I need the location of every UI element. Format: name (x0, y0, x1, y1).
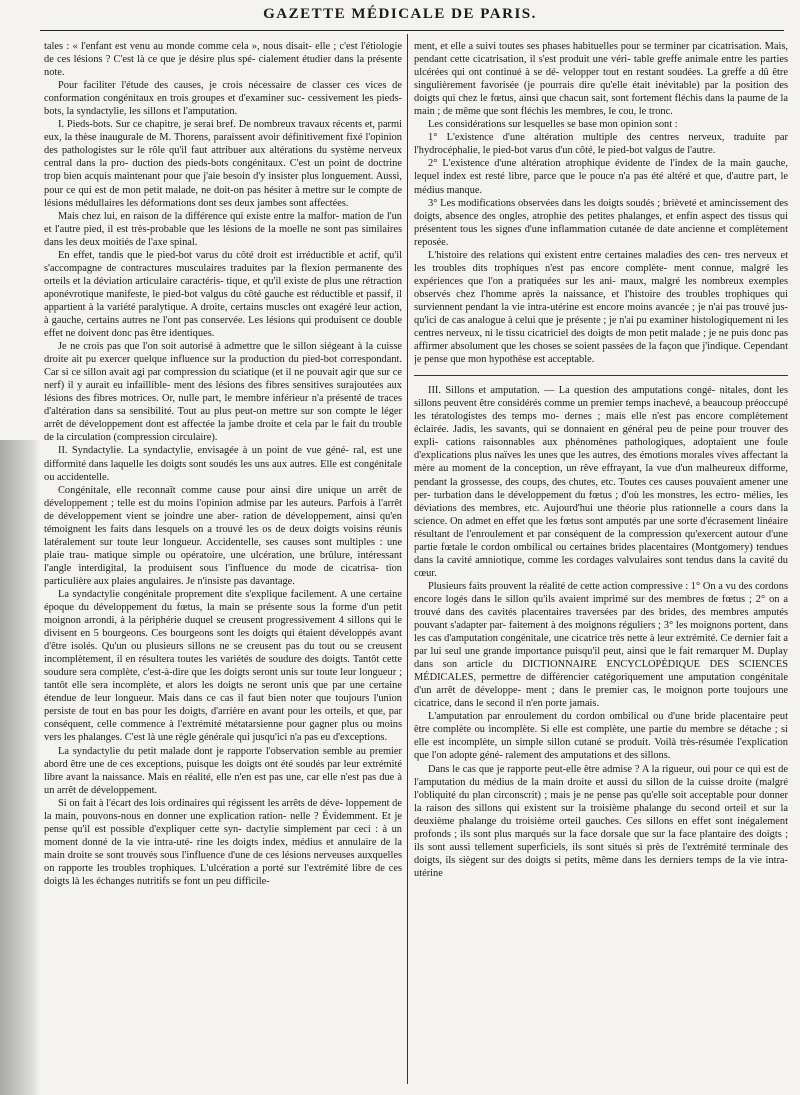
left-column (44, 40, 402, 1085)
paragraph: En effet, tandis que le pied-bot varus du côté droit est irréductible et actif, qu'il s'accompagne de contractures musculaires traduites par la flexion permanente des orteils et la déviation articulaire caractéris- tique, et qu'il existe de plus une rétraction aponévrotique manifeste, le pied-bot valgus du côté gauche est réductible et passif, il appartient à la variété paralytique. A droite, certains muscles ont exagéré leur action, à gauche, certains autres ne l'ont pas conservée. Les lésions qui produisent ce double effet ne doivent donc pas être identiques. (44, 249, 402, 340)
paragraph: 3° Les modifications observées dans les doigts soudés ; brièveté et amincissement des doigts, absence des ongles, atrophie des petites phalanges, et enfin aspect des tissus qui présentent tous les signes d'une inflammation cutanée de date ancienne et complètement reposée. (414, 197, 788, 248)
running-head: GAZETTE MÉDICALE DE PARIS. (263, 6, 537, 22)
paragraph: La syndactylie congénitale proprement dite s'explique facilement. A une certaine époque du développement du fœtus, la main se présente sous la forme d'un petit moignon arrondi, à la périphérie duquel se creusent progressivement 4 sillons qui le divisent en 5 bourgeons. Ces bourgeons sont les doigts qui étaient développés avant d'être isolés. Qu'un ou plusieurs sillons ne se creusent pas du tout ou se creusent incomplètement, il en résultera toutes les variétés de soudure des doigts. Tantôt cette soudure sera complète, c'est-à-dire que les doigts seront unis sur toute leur longueur ; tantôt elle sera incomplète, et alors les doigts ne seront unis que par une certaine étendue de leur longueur. Mais dans ce cas il faut bien noter que toujours l'union persiste de tout en bas pour les doigts, d'arrière en avant pour les orteils, et que, par conséquent, celle commence à l'extrémité métatarsienne pour gagner plus ou moins vers les phalanges. C'est là une règle générale qui jusqu'ici n'a pas eu d'exceptions. (44, 588, 402, 744)
section-divider (414, 375, 788, 376)
paragraph: L'amputation par enroulement du cordon ombilical ou d'une bride placentaire peut être complète ou incomplète. Si elle est complète, une partie du membre se détache ; si elle est incomplète, un simple sillon cutané se produit. Voilà très-résumée l'explication que l'on adopte géné- ralement des amputations et des sillons. (414, 711, 788, 762)
paragraph: II. Syndactylie. La syndactylie, envisagée à un point de vue géné- ral, est une difformité dans laquelle les doigts sont soudés les uns aux autres. Elle est congénitale ou accidentelle. (44, 445, 402, 483)
column-rule (407, 34, 408, 1084)
paragraph: Pour faciliter l'étude des causes, je crois nécessaire de classer ces vices de conformation congénitaux en trois groupes et d'examiner suc- cessivement les pieds-bots, la syndactylie, les sillons et l'amputation. (44, 80, 402, 118)
paragraph: Congénitale, elle reconnaît comme cause pour ainsi dire unique un arrêt de développement ; telle est du moins l'opinion admise par les auteurs. Parfois à l'arrêt de développement vient se joindre une aber- ration de développement, ainsi qu'en témoignent les faits dans lesquels on a trouvé les os de deux doigts voisins réunis latéralement sur toute leur longueur. Accidentelle, ses causes sont multiples : une plaie trau- matique simple ou opératoire, une ulcération, une brûlure, intéressant l'angle interdigital, la produisent sous l'influence du mode de cicatrisa- tion particulière aux plaies angulaires. Je n'insiste pas davantage. (44, 484, 402, 587)
paragraph: Dans le cas que je rapporte peut-elle être admise ? A la rigueur, oui pour ce qui est de l'amputation du médius de la main droite et aussi du sillon de la cuisse droite (malgré l'obliquité du plan circonscrit) ; mais je ne pense pas qu'elle soit acceptable pour donner la raison des sillons qui existent sur la troisième phalange du second orteil et sur la deuxième phalange du troisième orteil gauches. Ces sillons en effet sont inégalement profonds ; ils sont plus marqués sur la face dorsale que sur la face plantaire des doigts ; ils sont aussi tellement superficiels, ils sont situés si près de l'extrémité terminale des doigts, ils siègent sur des doigts si petits, même dans les derniers temps de la vie intra-utérine (414, 763, 788, 879)
paragraph: L'histoire des relations qui existent entre certaines maladies des cen- tres nerveux et les troubles dits trophiques n'est pas encore complète- ment connue, malgré les expériences que l'on a pratiquées sur les ani- maux, malgré les nombreux exemples observés chez l'homme après la naissance, et l'histoire des troubles trophiques qui surviennent pendant la vie intra-utérine est encore moins avancée ; je n'ai pas trouvé jus- qu'ici de cas analogue à celui que je présente ; je n'ai pu examiner histologiquement ni les centres nerveux, ni le tissu cicatriciel des doigts de mon petit malade ; je ne puis donc pas affirmer absolument que les choses se soient passées de la façon que j'indique. Cependant je pense que mon hypothèse est acceptable. (414, 249, 788, 366)
paragraph: Plusieurs faits prouvent la réalité de cette action compressive : 1° On a vu des cordons encore logés dans le sillon qu'ils avaient imprimé sur des membres de fœtus ; 2° on a trouvé dans des cavités placentaires traversées par des brides, des membres amputés pouvant s'adapter par- faitement à des moignons réguliers ; 3° les moignons portent, dans les cas d'amputation congénitale, une cicatrice très nette à leur extrémité. Ce dernier fait a par lui seul une grande importance puisqu'il peut, ainsi que le fait remarquer M. Duplay dans son article du DICTIONNAIRE ENCYCLOPÉDIQUE DES SCIENCES MÉDICALES, permettre de différencier catégoriquement une amputation congénitale d'un arrêt de développe- ment ; dans le premier cas, le moignon porte toujours une cicatrice, dans le second il n'en porte jamais. (414, 580, 788, 710)
paragraph: 2° L'existence d'une altération atrophique évidente de l'index de la main gauche, lequel index est resté libre, parce que le pouce n'a pas été altéré et que, d'autre part, le médius manque. (414, 158, 788, 196)
paragraph: tales : « l'enfant est venu au monde comme cela », nous disait- elle ; c'est l'étiologie de ces lésions ? C'est là ce que je désire plus spé- cialement étudier dans la présente note. (44, 41, 402, 79)
paragraph: ment, et elle a suivi toutes ses phases habituelles pour se terminer par cicatrisation. Mais, pendant cette cicatrisation, il s'est produit une véri- table greffe animale entre les parties ulcérées qui ont continué à se dé- velopper tout en restant soudées. La greffe a dû être singulièrement favorisée (je pourrais dire qu'elle était inévitable) par la position des doigts qui chez le fœtus, ainsi que chacun sait, sont fortement fléchis dans la paume de la main ; de même que sont fléchis les membres, le cou, le tronc. (414, 41, 788, 118)
paragraph: III. Sillons et amputation. — La question des amputations congé- nitales, dont les sillons peuvent être considérés comme un premier temps inachevé, a beaucoup préoccupé les tératologistes des temps mo- dernes ; mais elle n'est pas encore complètement éclairée. Jadis, les savants, qui se donnaient en général peu de peine pour trouver des expli- cations raisonnables aux phénomènes pathologiques, adoptaient une foule d'explications plus naïves les unes que les autres, des émotions morales vives affectant la mère au moment de la conception, un rêve effrayant, la vue d'un malheureux difforme, pendant la grossesse, des coups, des chutes, etc. Toutes ces causes pouvaient amener une per- turbation dans le développement du fœtus ; d'où les monstres, les ectro- mélies, les déviations des membres, etc. Aujourd'hui une théorie plus rationnelle a cours dans la science. On admet en effet que les fœtus sont amputés par une sorte d'écrasement linéaire résultant de l'enroulement et par conséquent de la compression qu'exercent autour d'une partie fœtale le cordon ombilical ou certaines brides placentaires (Montgomery) tendues dans la cavité amniotique, comme les cordages valvulaires sont tendus dans la cavité du cœur. (414, 385, 788, 579)
paragraph: Les considérations sur lesquelles se base mon opinion sont : (428, 119, 678, 131)
paragraph: Si on fait à l'écart des lois ordinaires qui régissent les arrêts de déve- loppement de la main, pouvons-nous en donner une explication ration- nelle ? Évidemment. Et je pense qu'il est possible d'expliquer cette syn- dactylie simplement par ceci : à un moment donné de la vie intra-uté- rine les doigts index, médius et annulaire de la main droite se sont trouvés sous l'influence d'une de ces lésions nerveuses auxquelles on rapporte les troubles trophiques. L'ulcération a porté sur l'extrémité libre de ces doigts là les échanges nutritifs se font un peu difficile- (44, 797, 402, 887)
paragraph: 1° L'existence d'une altération multiple des centres nerveux, traduite par l'hydrocéphalie, le pied-bot varus d'un côté, le pied-bot valgus de l'autre. (414, 132, 788, 157)
paragraph: Mais chez lui, en raison de la différence qui existe entre la malfor- mation de l'un et l'autre pied, il est très-probable que les lésions de la moelle ne sont pas similaires dans les deux moitiés de l'axe spinal. (44, 210, 402, 248)
paragraph: I. Pieds-bots. Sur ce chapitre, je serai bref. De nombreux travaux récents et, parmi eux, la thèse inaugurale de M. Thorens, paraissent avoir définitivement fixé l'opinion des pathologistes sur le rôle qu'il faut attribuer aux altérations du système nerveux central dans la pro- duction des pieds-bots congénitaux. C'est un point de doctrine trop bien acquis maintenant pour que j'aie besoin d'y insister plus longuement. Aussi, pour ce qui est de mon petit malade, ne doit-on pas hésiter à mettre sur le compte de lésions médullaires les déformations dont ses deux jambes sont affectées. (44, 119, 402, 209)
header-rule (40, 30, 784, 31)
paragraph: La syndactylie du petit malade dont je rapporte l'observation semble au premier abord être une de ces exceptions, puisque les doigts ont été soudés par leur extrémité libre avant la naissance. Mais en réalité, elle n'en est pas une, car elle n'est pas due à un arrêt de développement. (44, 745, 402, 796)
paragraph: Je ne crois pas que l'on soit autorisé à admettre que le sillon siégeant à la cuisse droite ait pu exercer quelque influence sur la production du pied-bot correspondant. Car si ce sillon avait agi par compression du sciatique (et il ne pouvait agir que sur ce nerf) il y aurait eu infaillible- ment des lésions des fibres sensitives surajoutées aux lésions des fibres motrices. Or, nulle part, le membre inférieur n'a présenté de traces d'altération dans sa sensibilité. Tout au plus peut-on mettre sur son compte le léger arrêt de développement dont est affectée la jambe droite et cela par le fait du trouble de la circulation (compression circulaire). (44, 341, 402, 444)
torn-margin-shadow (0, 440, 40, 1095)
right-column (414, 40, 788, 1085)
